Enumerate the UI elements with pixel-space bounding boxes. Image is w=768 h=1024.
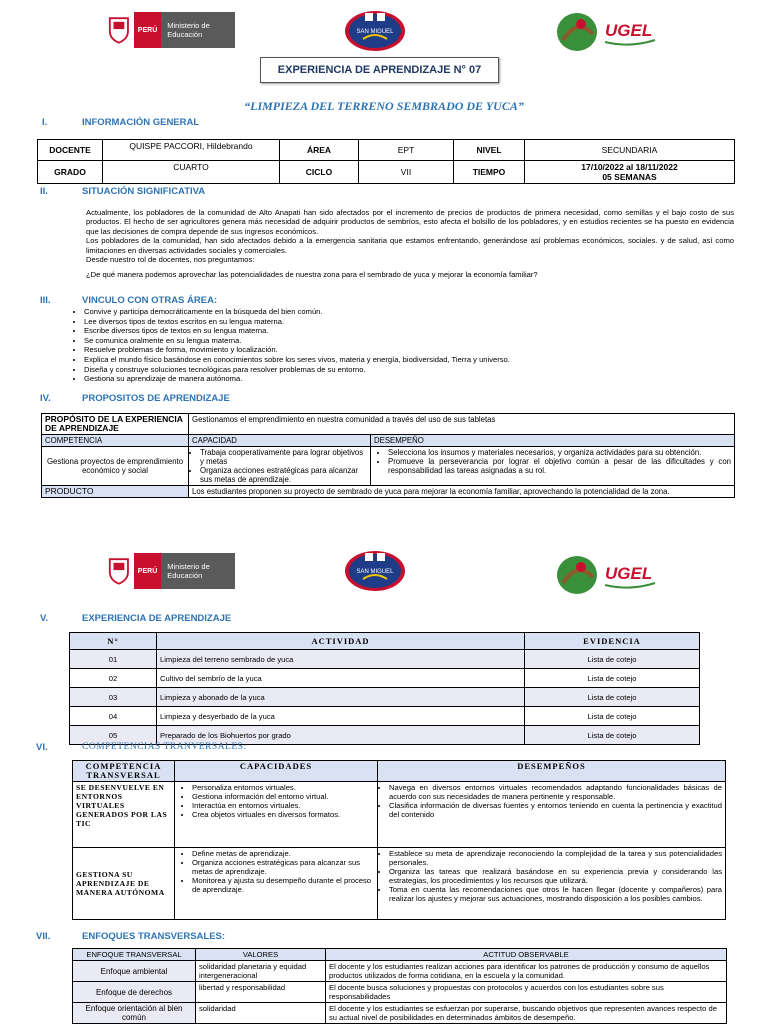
- enfoques-table: [72, 948, 727, 1024]
- nivel-value: SECUNDARIA: [525, 140, 735, 161]
- school-logo-text: SAN MIGUEL: [356, 29, 394, 35]
- section-5-title: EXPERIENCIA DE APRENDIZAJE: [82, 613, 232, 624]
- ministerio-label: Ministerio de Educación: [161, 553, 235, 589]
- propositos-table: [41, 413, 735, 498]
- section-4-title: PROPOSITOS DE APRENDIZAJE: [82, 393, 230, 404]
- table-cell: solidaridad planetaria y equidad intergeneracional: [196, 961, 326, 982]
- situacion-p2: Los pobladores de la comunidad, han sido afectados debido a la emergencia sanitaria que estamos enfrentando, generándose así problemas económicos, sociales. y de salud, así como limitaciones en diversas actividades sociales y comerciales.: [86, 236, 734, 255]
- actitud-header: ACTITUD OBSERVABLE: [326, 949, 727, 961]
- ugel-logo-icon: [555, 10, 670, 52]
- table-cell: Limpieza y abonado de la yuca: [157, 688, 525, 707]
- table-cell: 01: [70, 650, 157, 669]
- ciclo-label: CICLO: [280, 161, 359, 184]
- tiempo-fechas: 17/10/2022 al 18/11/2022: [581, 162, 678, 172]
- info-table: [37, 139, 735, 184]
- situacion-p1: Actualmente, los pobladores de la comunidad de Alto Anapati han sido afectados por el incremento de precios de productos de primera necesidad, como semillas y el bajo costo de sus productos. El hecho de ser agricultores genera más necesidad de adquirir productos de sembríos, esto afecta el bolsillo de los pobladores, y en estudios recientes se ha puesto en evidencia que las decisiones de compra depende de sus ingresos económicos.: [86, 208, 734, 236]
- list-item: • Organiza acciones estratégicas para alcanzar sus metas de aprendizaje.: [192, 858, 374, 876]
- page-title: EXPERIENCIA DE APRENDIZAJE N° 07: [260, 57, 499, 83]
- section-7-number: VII.: [36, 931, 51, 942]
- school-logo-icon: [343, 549, 407, 593]
- section-3-number: III.: [40, 295, 51, 306]
- ct-desempenos-header: DESEMPEÑOS: [378, 761, 726, 782]
- table-cell: Lista de cotejo: [525, 726, 700, 745]
- list-item: • Selecciona los insumos y materiales necesarios, y organiza actividades para su obtención.: [388, 448, 731, 457]
- ct-name: GESTIONA SU APRENDIZAJE DE MANERA AUTÓNOMA: [73, 848, 175, 920]
- competencia-header: COMPETENCIA: [42, 435, 189, 447]
- list-item: • Convive y participa democráticamente en la búsqueda del bien común.: [84, 307, 510, 317]
- table-cell: El docente busca soluciones y propuestas con protocolos y acuerdos con los estudiantes sobre sus responsabilidades: [326, 982, 727, 1003]
- table-cell: Preparado de los Biohuertos por grado: [157, 726, 525, 745]
- ministerio-label: Ministerio de Educación: [161, 12, 235, 48]
- situacion-p3: Desde nuestro rol de docentes, nos preguntamos:: [86, 255, 255, 265]
- list-item: • Clasifica información de diversas fuentes y entornos teniendo en cuenta la pertinencia y exactitud del contenido: [389, 801, 722, 819]
- section-7-title: ENFOQUES TRANSVERSALES:: [82, 931, 226, 942]
- list-item: • Monitorea y ajusta su desempeño durante el proceso de aprendizaje.: [192, 876, 374, 894]
- table-cell: Lista de cotejo: [525, 707, 700, 726]
- table-cell: 05: [70, 726, 157, 745]
- list-item: • Gestiona su aprendizaje de manera autónoma.: [84, 374, 510, 384]
- grado-label: GRADO: [38, 161, 103, 184]
- table-cell: 03: [70, 688, 157, 707]
- tiempo-value: [525, 161, 735, 184]
- proposito-value: Gestionamos el emprendimiento en nuestra comunidad a través del uso de sus tabletas: [189, 414, 735, 435]
- docente-label: DOCENTE: [38, 140, 103, 161]
- ugel-logo-text: UGEL: [605, 21, 653, 40]
- list-item: • Promueve la perseverancia por lograr el objetivo común a pesar de las dificultades y con responsabilidad las tareas asignadas a su rol.: [388, 457, 731, 475]
- list-item: • Trabaja cooperativamente para lograr objetivos y metas: [200, 448, 367, 466]
- list-item: • Establece su meta de aprendizaje reconociendo la complejidad de la tarea y sus potencialidades personales.: [389, 849, 722, 867]
- capacidad-header: CAPACIDAD: [189, 435, 371, 447]
- num-header: N°: [70, 633, 157, 650]
- ct-capacidades-header: CAPACIDADES: [175, 761, 378, 782]
- list-item: • Toma en cuenta las recomendaciones que otros le hacen llegar (docente y compañeros) para realizar los ajustes y mejorar sus actuaciones, mostrando disposición a los posibles cambios.: [389, 885, 722, 903]
- table-cell: Limpieza del terreno sembrado de yuca: [157, 650, 525, 669]
- table-cell: Cultivo del sembrío de la yuca: [157, 669, 525, 688]
- enfoque-name: Enfoque ambiental: [73, 961, 196, 982]
- list-item: • Gestiona información del entorno virtual.: [192, 792, 374, 801]
- school-logo-text: SAN MIGUEL: [356, 569, 394, 575]
- enfoque-name: Enfoque orientación al bien común: [73, 1003, 196, 1024]
- section-5-number: V.: [40, 613, 49, 624]
- section-1-title: INFORMACIÓN GENERAL: [82, 117, 200, 128]
- minedu-logo: [108, 553, 235, 589]
- vinculo-list: [70, 307, 510, 384]
- table-cell: libertad y responsabilidad: [196, 982, 326, 1003]
- situacion-text: [86, 208, 734, 280]
- table-cell: 02: [70, 669, 157, 688]
- peru-label: PERÚ: [134, 553, 161, 589]
- section-6-title: COMPETENCIAS TRANVERSALES:: [82, 742, 247, 752]
- list-item: • Interactúa en entornos virtuales.: [192, 801, 374, 810]
- producto-value: Los estudiantes proponen su proyecto de sembrado de yuca para mejorar la economía familiar, aprovechando la potencialidad de la zona.: [189, 486, 735, 498]
- docente-value: QUISPE PACCORI, Hildebrando: [103, 140, 280, 161]
- table-cell: El docente y los estudiantes realizan acciones para identificar los patrones de producción y consumo de aquellos productos utilizados de forma cotidiana, en la escuela y la comunidad.: [326, 961, 727, 982]
- list-item: • Personaliza entornos virtuales.: [192, 783, 374, 792]
- list-item: • Escribe diversos tipos de textos en su lengua materna.: [84, 326, 510, 336]
- peru-label: PERÚ: [134, 12, 161, 48]
- nivel-label: NIVEL: [454, 140, 525, 161]
- peru-shield-icon: [108, 15, 130, 45]
- ciclo-value: VII: [359, 161, 454, 184]
- section-1-number: I.: [42, 117, 48, 128]
- section-2-number: II.: [40, 186, 48, 197]
- ugel-logo-text: UGEL: [605, 564, 653, 583]
- minedu-logo: [108, 12, 235, 48]
- area-value: EPT: [359, 140, 454, 161]
- valores-header: VALORES: [196, 949, 326, 961]
- school-logo-icon: [343, 9, 407, 53]
- list-item: • Organiza las tareas que realizará basándose en su experiencia previa y considerando las estrategias, los procedimientos y los recursos que utilizará.: [389, 867, 722, 885]
- section-6-number: VI.: [36, 742, 48, 753]
- table-cell: El docente y los estudiantes se esfuerzan por superarse, buscando objetivos que representen avances respecto de su actual nivel de posibilidades en determinados ámbitos de desempeño.: [326, 1003, 727, 1024]
- table-cell: Lista de cotejo: [525, 650, 700, 669]
- list-item: • Lee diversos tipos de textos escritos en su lengua materna.: [84, 317, 510, 327]
- table-cell: Lista de cotejo: [525, 688, 700, 707]
- section-4-number: IV.: [40, 393, 51, 404]
- experience-subtitle: “LIMPIEZA DEL TERRENO SEMBRADO DE YUCA”: [244, 99, 524, 113]
- list-item: • Diseña y construye soluciones tecnológicas para resolver problemas de su entorno.: [84, 365, 510, 375]
- list-item: • Explica el mundo físico basándose en conocimientos sobre los seres vivos, materia y energía, biodiversidad, Tierra y universo.: [84, 355, 510, 365]
- grado-value: CUARTO: [103, 161, 280, 184]
- peru-shield-icon: [108, 556, 130, 586]
- list-item: • Resuelve problemas de forma, movimiento y localización.: [84, 345, 510, 355]
- ct-name: SE DESENVUELVE EN ENTORNOS VIRTUALES GENERADOS POR LAS TIC: [73, 782, 175, 848]
- desempeno-header: DESEMPEÑO: [371, 435, 735, 447]
- list-item: • Se comunica oralmente en su lengua materna.: [84, 336, 510, 346]
- table-cell: Limpieza y desyerbado de la yuca: [157, 707, 525, 726]
- section-3-title: VINCULO CON OTRAS ÁREA:: [82, 295, 218, 306]
- ugel-logo-icon: [555, 553, 670, 595]
- actividad-header: ACTIVIDAD: [157, 633, 525, 650]
- area-label: ÁREA: [280, 140, 359, 161]
- actividades-table: [69, 632, 700, 745]
- evidencia-header: EVIDENCIA: [525, 633, 700, 650]
- tiempo-label: TIEMPO: [454, 161, 525, 184]
- ct-competencia-header: COMPETENCIA TRANSVERSAL: [73, 761, 175, 782]
- list-item: • Define metas de aprendizaje.: [192, 849, 374, 858]
- list-item: • Organiza acciones estratégicas para alcanzar sus metas de aprendizaje.: [200, 466, 367, 484]
- competencia-value: Gestiona proyectos de emprendimiento económico y social: [42, 447, 189, 486]
- enfoque-header: ENFOQUE TRANSVERSAL: [73, 949, 196, 961]
- table-cell: Lista de cotejo: [525, 669, 700, 688]
- producto-label: PRODUCTO: [42, 486, 189, 498]
- table-cell: 04: [70, 707, 157, 726]
- table-cell: solidaridad: [196, 1003, 326, 1024]
- list-item: • Crea objetos virtuales en diversos formatos.: [192, 810, 374, 819]
- proposito-label: PROPÓSITO DE LA EXPERIENCIA DE APRENDIZAJE: [42, 414, 189, 435]
- tiempo-semanas: 05 SEMANAS: [602, 172, 657, 182]
- list-item: • Navega en diversos entornos virtuales recomendados adaptando funcionalidades básicas de acuerdo con sus necesidades de manera pertinente y responsable.: [389, 783, 722, 801]
- situacion-question: ¿De qué manera podemos aprovechar las potencialidades de nuestra zona para el sembrado de yuca y mejorar la economía familiar?: [86, 270, 538, 280]
- enfoque-name: Enfoque de derechos: [73, 982, 196, 1003]
- section-2-title: SITUACIÓN SIGNIFICATIVA: [82, 186, 206, 197]
- competencias-table: [72, 760, 726, 920]
